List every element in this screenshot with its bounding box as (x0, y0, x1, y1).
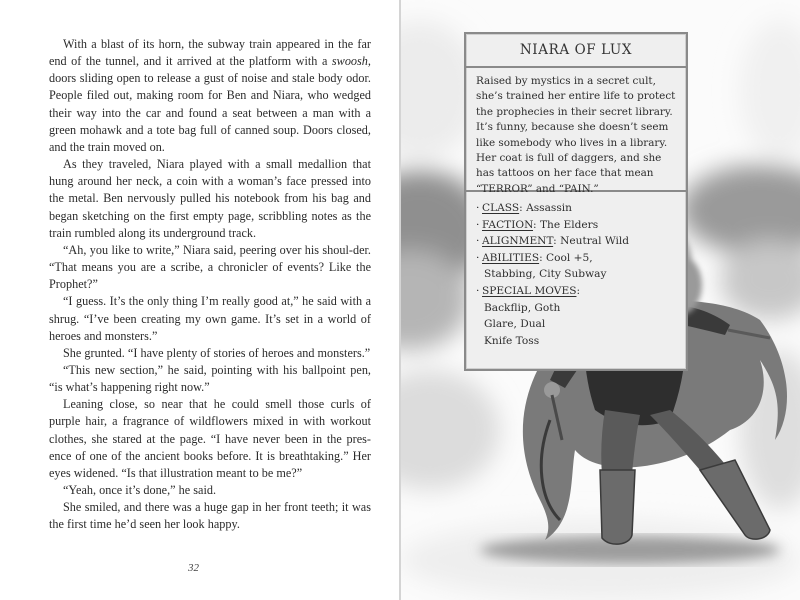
stat-continuation: Glare, Dual (484, 318, 546, 331)
page-number: 32 (188, 562, 199, 574)
card-stats (466, 192, 686, 349)
emphasis: swoosh, (331, 54, 371, 69)
paragraph: “I guess. It’s the only thing I’m really good at,” he said with a shrug. “I’ve been creating my own game. It’s set in a world of heroes and monsters.” (49, 294, 371, 343)
paragraph: She grunted. “I have plenty of stories of heroes and monsters.” (63, 345, 371, 360)
stat-continuation: Stabbing, City Subway (484, 268, 607, 281)
paragraph: As they traveled, Niara played with a small medallion that hung around her neck, a coin with a woman’s face pressed into the metal. Ben nervously pulled his notebook from his bag and began sketching on the first empty page, scribbling notes as the train rumbled along its underground track. (49, 157, 371, 240)
stat-key: ALIGNMENT (482, 235, 554, 248)
stat-value: Neutral Wild (560, 235, 630, 248)
stat-faction: · FACTION: The Elders (476, 217, 676, 234)
stat-key: CLASS (482, 202, 520, 214)
page-gutter (399, 0, 401, 600)
character-card (464, 32, 688, 371)
paragraph: Leaning close, so near that he could smell those curls of purple hair, a fragrance of wildflowers mixed in with workout clothes, she stared at the page. “I have never been in the pres-ence of one of the ancient books before. It is breathtaking.” Her eyes widened. “Is that illustration meant to be me?” (49, 397, 371, 480)
stat-continuation: Knife Toss (484, 334, 540, 347)
paragraph: With a blast of its horn, the subway train appeared in the far end of the tunnel, and it arrived at the platform with a swoosh, doors sliding open to release a gust of noise and stale body odor. People filed out, making room for Ben and Niara, who wedged their way into the car and found a seat between a man with a green mohawk and a tote bag full of canned soup. Doors closed, and the train moved on. (49, 37, 371, 154)
bullet-icon: · (476, 202, 480, 214)
stat-class: · CLASS: Assassin (476, 200, 676, 217)
paragraph: “Ah, you like to write,” Niara said, peering over his shoul-der. “That means you are a scribe, a chronicler of events? Like the Prophet?” (49, 242, 371, 292)
stat-abilities: · ABILITIES: Cool +5, Stabbing, City Subway (476, 250, 676, 283)
bullet-icon: · (476, 284, 480, 297)
paragraph: “Yeah, once it’s done,” he said. (63, 483, 217, 498)
stat-value: The Elders (539, 218, 599, 231)
card-description: Raised by mystics in a secret cult, she’s trained her entire life to protect the prophecies in their secret library. It’s funny, because she doesn’t seem like somebody who lives in a library. Her coat is full of daggers, and she has tattoos on her face that mean “TERROR” and “PAIN.” (466, 68, 686, 192)
stat-special-moves: · SPECIAL MOVES: Backflip, Goth Glare, Dual Knife Toss (476, 283, 676, 349)
stat-value: Cool +5, (546, 251, 593, 264)
stat-alignment: · ALIGNMENT: Neutral Wild (476, 233, 676, 250)
body-text (49, 36, 371, 534)
stat-continuation: Backflip, Goth (484, 301, 561, 314)
stat-key: SPECIAL MOVES (482, 284, 577, 297)
stat-key: FACTION (482, 218, 534, 231)
bullet-icon: · (476, 218, 480, 231)
card-title: NIARA OF LUX (466, 34, 686, 68)
bullet-icon: · (476, 251, 480, 264)
bullet-icon: · (476, 235, 480, 248)
paragraph: She smiled, and there was a huge gap in her front teeth; it was the first time he’d seen her look happy. (49, 500, 371, 532)
paragraph: “This new section,” he said, pointing with his ballpoint pen, “is what’s happening right now.” (49, 362, 371, 395)
stat-key: ABILITIES (482, 251, 540, 264)
stat-value: Assassin (526, 202, 572, 214)
